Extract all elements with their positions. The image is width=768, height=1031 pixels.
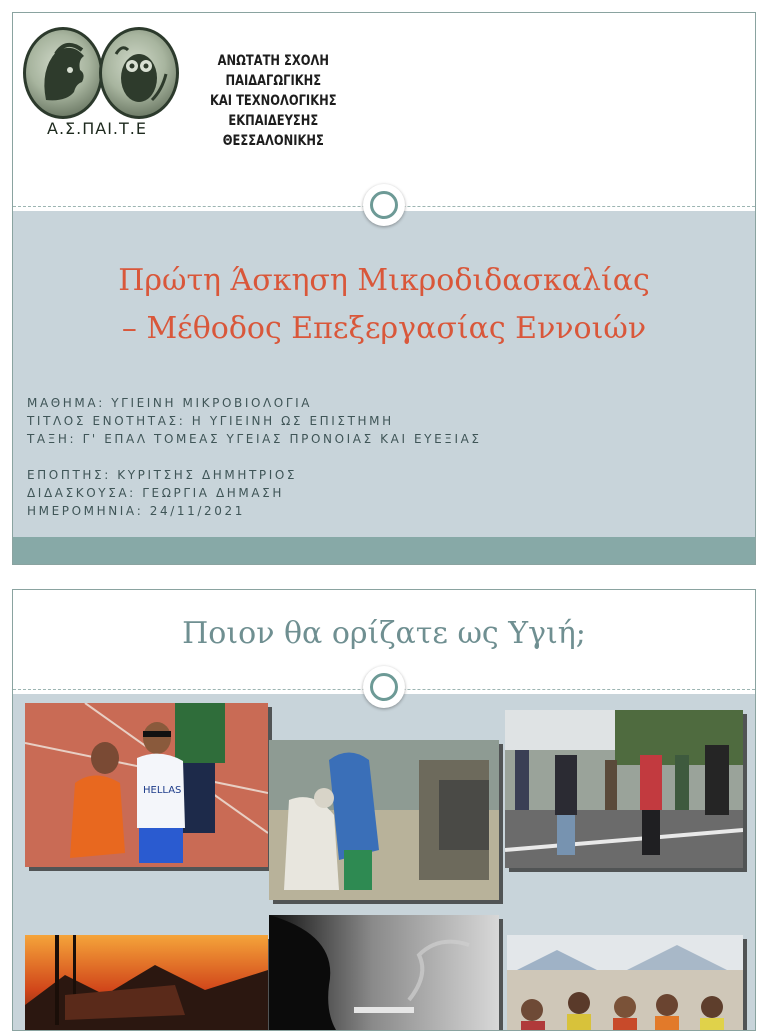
children-camp-photo	[507, 935, 743, 1031]
runners-photo	[25, 703, 268, 867]
circle-ornament-icon	[363, 666, 405, 708]
slide-title	[13, 257, 755, 353]
slide-question: Ποιον θα ορίζατε ως Υγιή;	[182, 616, 586, 651]
slide-title-line: Πρώτη Άσκηση Μικροδιδασκαλίας	[118, 263, 650, 298]
crowd-street-photo	[505, 710, 743, 868]
health-workers-photo	[269, 740, 499, 900]
bib-text: HELLAS	[143, 785, 182, 796]
university-name-line: ΑΝΩΤΑΤΗ ΣΧΟΛΗ ΠΑΙΔΑΓΩΓΙΚΗΣ	[217, 53, 329, 89]
athena-seal-icon	[23, 27, 103, 119]
detail-line: ΔΙΔΑΣΚΟΥΣΑ: ΓΕΩΡΓΙΑ ΔΗΜΑΣΗ	[27, 486, 284, 500]
smoker-photo	[269, 915, 499, 1031]
lesson-details	[27, 394, 482, 520]
circle-ornament-icon	[363, 184, 405, 226]
detail-line: ΤΑΞΗ: Γ' ΕΠΑΛ ΤΟΜΕΑΣ ΥΓΕΙΑΣ ΠΡΟΝΟΙΑΣ ΚΑΙ ΕΥΕΞΙΑΣ	[27, 432, 482, 446]
question-slide	[12, 589, 756, 1031]
wildfire-photo	[25, 935, 268, 1031]
slide-title-line: – Μέθοδος Επεξεργασίας Εννοιών	[121, 311, 647, 346]
detail-line: ΕΠΟΠΤΗΣ: ΚΥΡΙΤΣΗΣ ΔΗΜΗΤΡΙΟΣ	[27, 468, 298, 482]
detail-line: ΤΙΤΛΟΣ ΕΝΟΤΗΤΑΣ: Η ΥΓΙΕΙΝΗ ΩΣ ΕΠΙΣΤΗΜΗ	[27, 414, 394, 428]
owl-seal-icon	[99, 27, 179, 119]
university-name-line: ΘΕΣΣΑΛΟΝΙΚΗΣ	[222, 133, 324, 149]
university-name-line: ΚΑΙ ΤΕΧΝΟΛΟΓΙΚΗΣ ΕΚΠΑΙΔΕΥΣΗΣ	[210, 93, 337, 129]
detail-line: ΗΜΕΡΟΜΗΝΙΑ: 24/11/2021	[27, 504, 245, 518]
university-name	[179, 51, 368, 151]
title-slide	[12, 12, 756, 565]
footer-bar	[13, 537, 755, 564]
university-logo	[21, 27, 401, 147]
detail-line: ΜΑΘΗΜΑ: ΥΓΙΕΙΝΗ ΜΙΚΡΟΒΙΟΛΟΓΙΑ	[27, 396, 313, 410]
university-abbreviation: Α.Σ.ΠΑΙ.Τ.Ε	[47, 119, 147, 138]
